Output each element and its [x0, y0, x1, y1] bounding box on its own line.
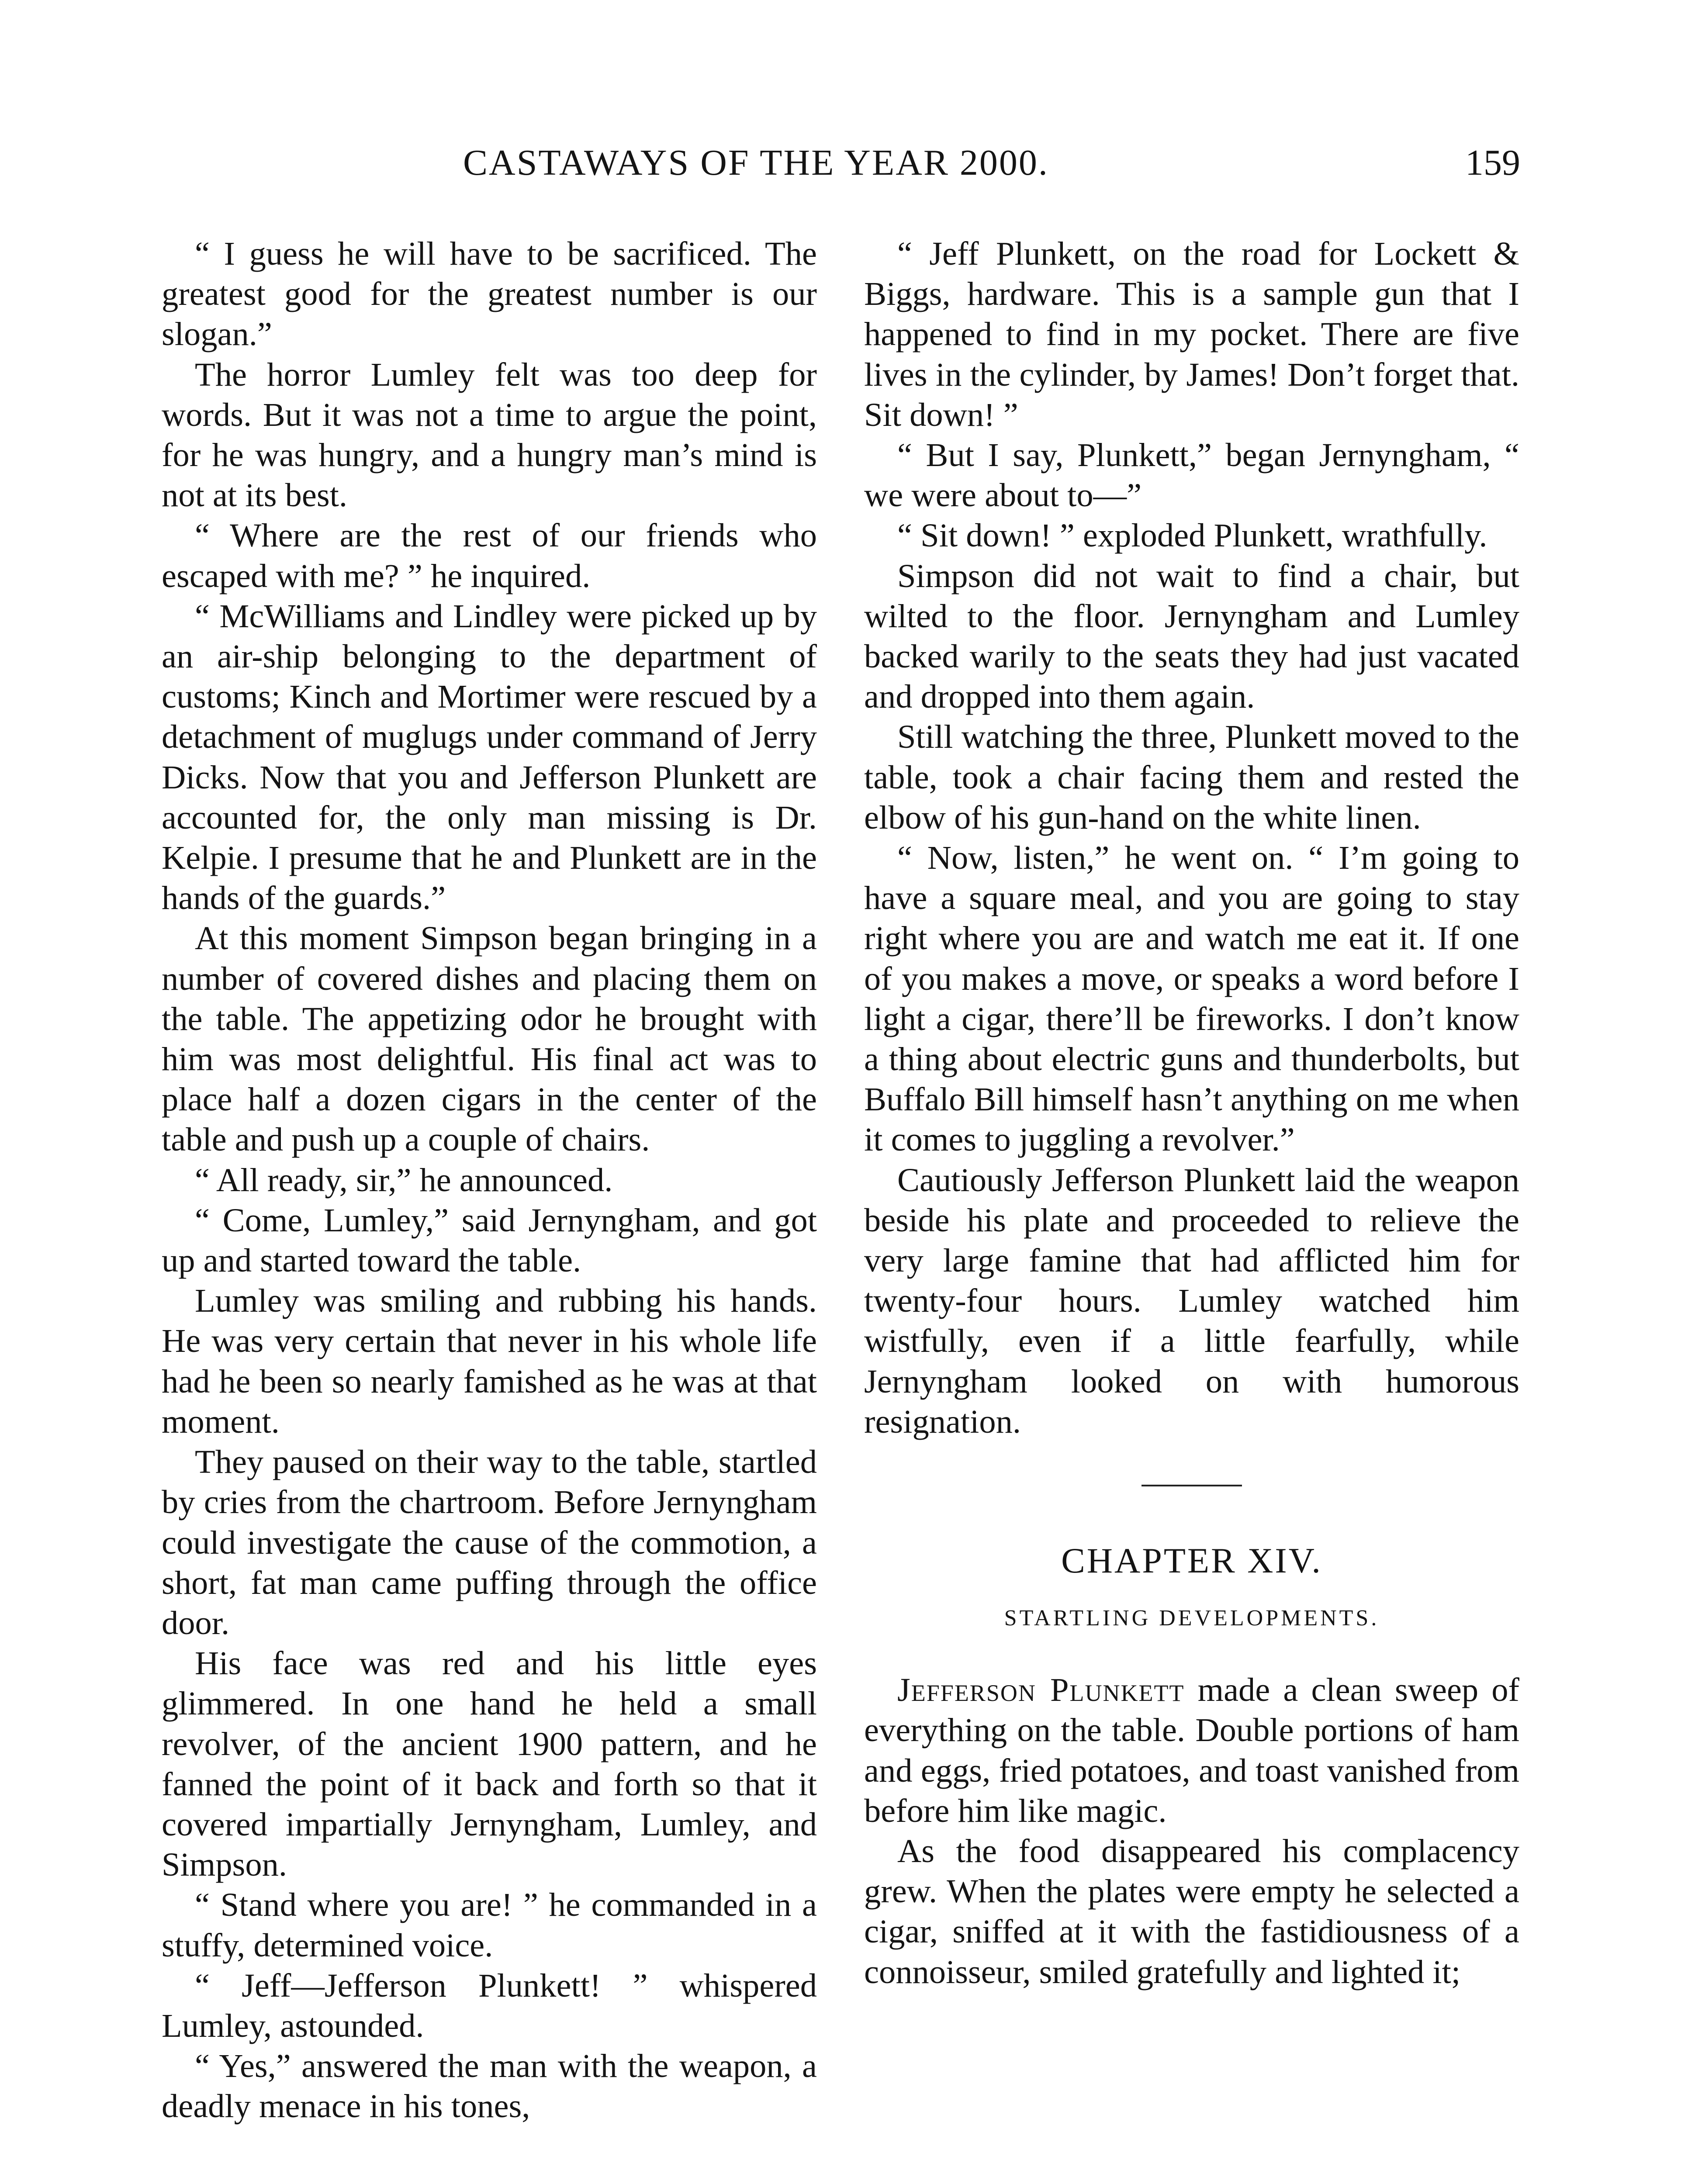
paragraph: Still watching the three, Plunkett moved to the table, took a chair facing them and rested the elbow of his gun-hand on the white linen.	[864, 718, 1519, 836]
chapter-first-paragraph	[864, 1670, 1519, 1831]
paragraph: “ Jeff Plunkett, on the road for Lockett & Biggs, hardware. This is a sample gun that I happened to find in my pocket. There are five lives in the cylinder, by James! Don’t forget that. Sit down! ”	[864, 235, 1519, 433]
paragraph: They paused on their way to the table, startled by cries from the chartroom. Before Jernyngham could investigate the cause of the commotion, a short, fat man came puffing through the office door.	[162, 1443, 817, 1641]
paragraph: “ Stand where you are! ” he commanded in a stuffy, determined voice.	[162, 1886, 817, 1964]
chapter-subtitle: STARTLING DEVELOPMENTS.	[1004, 1606, 1380, 1631]
page-number: 159	[1465, 142, 1520, 183]
paragraph: Lumley was smiling and rubbing his hands. He was very certain that never in his whole life had he been so nearly famished as he was at that moment.	[162, 1282, 817, 1440]
paragraph: Simpson did not wait to find a chair, but wilted to the floor. Jernyngham and Lumley backed warily to the seats they had just vacated and dropped into them again.	[864, 557, 1519, 715]
paragraph: “ McWilliams and Lindley were picked up by an air-ship belonging to the department of customs; Kinch and Mortimer were rescued by a detachment of muglugs under command of Jerry Dicks. Now that you and Jefferson Plunkett are accounted for, the only man missing is Dr. Kelpie. I presume that he and Plunkett are in the hands of the guards.”	[162, 597, 817, 917]
paragraph: Cautiously Jefferson Plunkett laid the weapon beside his plate and proceeded to relieve the very large famine that had afflicted him for twenty-four hours. Lumley watched him wistfully, even if a little fearfully, while Jernyngham looked on with humorous resignation.	[864, 1161, 1519, 1440]
paragraph: “ Jeff—Jefferson Plunkett! ” whispered Lumley, astounded.	[162, 1966, 817, 2044]
right-column	[864, 234, 1519, 1992]
paragraph: “ But I say, Plunkett,” began Jernyngham, “ we were about to—”	[864, 436, 1519, 514]
paragraph: “ Come, Lumley,” said Jernyngham, and got up and started toward the table.	[162, 1201, 817, 1279]
chapter-title: CHAPTER XIV.	[1061, 1541, 1322, 1581]
paragraph: “ Where are the rest of our friends who escaped with me? ” he inquired.	[162, 517, 817, 594]
paragraph: “ I guess he will have to be sacrificed. The greatest good for the greatest number is our slogan.”	[162, 235, 817, 353]
paragraph: His face was red and his little eyes glimmered. In one hand he held a small revolver, of the ancient 1900 pattern, and he fanned the point of it back and forth so that it covered impartially Jernyngham, Lumley, and Simpson.	[162, 1645, 817, 1883]
running-title: CASTAWAYS OF THE YEAR 2000.	[463, 142, 1049, 183]
paragraph: “ Yes,” answered the man with the weapon, a deadly menace in his tones,	[162, 2047, 817, 2125]
paragraph: “ All ready, sir,” he announced.	[195, 1161, 613, 1199]
paragraph: At this moment Simpson began bringing in a number of covered dishes and placing them on the table. The appetizing odor he brought with him was most delightful. His final act was to place half a dozen cigars in the center of the table and push up a couple of chairs.	[162, 919, 817, 1158]
paragraph: “ Now, listen,” he went on. “ I’m going to have a square meal, and you are going to stay right where you are and watch me eat it. If one of you makes a move, or speaks a word before I light a cigar, there’ll be fireworks. I don’t know a thing about electric guns and thunderbolts, but Buffalo Bill himself hasn’t anything on me when it comes to juggling a revolver.”	[864, 839, 1519, 1158]
paragraph: “ Sit down! ” exploded Plunkett, wrathfully.	[897, 517, 1487, 554]
running-head	[162, 139, 1520, 187]
left-column	[162, 234, 817, 2127]
chapter-first-paragraph-text: made a clean sweep of everything on the table. Double portions of ham and eggs, fried potatoes, and toast vanished from before him like magic.	[864, 1671, 1520, 1829]
section-divider	[1141, 1485, 1242, 1486]
paragraph: The horror Lumley felt was too deep for words. But it was not a time to argue the point, for he was hungry, and a hungry man’s mind is not at its best.	[162, 356, 817, 514]
chapter-lead-in: Jefferson Plunkett	[897, 1671, 1185, 1709]
paragraph: As the food disappeared his complacency grew. When the plates were empty he selected a cigar, sniffed at it with the fastidiousness of a connoisseur, smiled gratefully and lighted it;	[864, 1832, 1519, 1990]
